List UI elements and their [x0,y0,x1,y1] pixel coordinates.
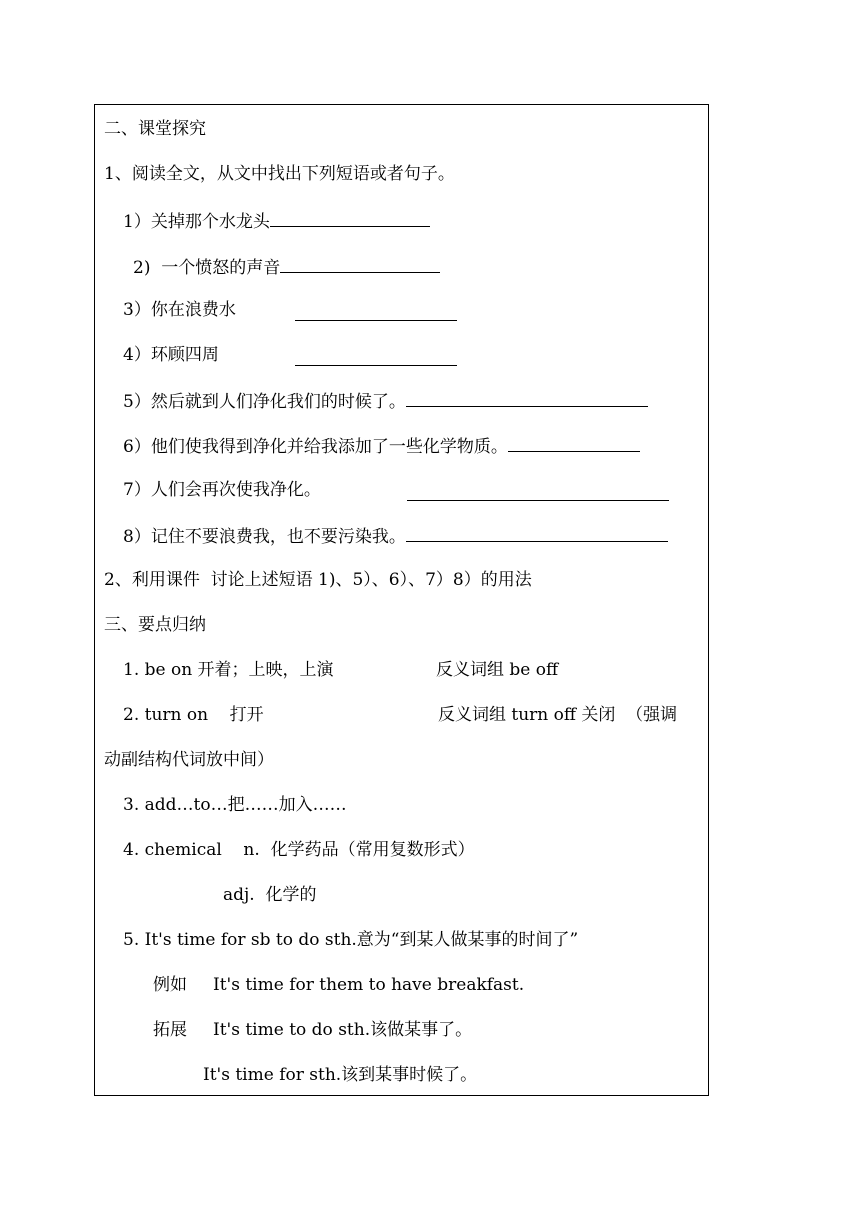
answer-blank[interactable] [406,388,648,407]
answer-blank[interactable] [407,482,669,501]
answer-blank[interactable] [406,523,668,542]
task-instruction: 2、利用课件 讨论上述短语 1)、5）、6）、7）8）的用法 [104,570,532,590]
answer-blank[interactable] [280,254,440,273]
answer-blank[interactable] [295,347,457,366]
list-item: 8）记住不要浪费我，也不要污染我。 [123,523,668,549]
answer-blank[interactable] [270,208,430,227]
key-point: 4. chemical n. 化学药品（常用复数形式） [123,840,475,860]
key-point: 5. It's time for sb to do sth.意为“到某人做某事的时间了” [123,930,579,950]
key-point: 1. be on 开着；上映，上演 [123,660,334,680]
list-item: 6）他们使我得到净化并给我添加了一些化学物质。 [123,433,640,459]
example-text: It's time for them to have breakfast. [213,975,525,995]
answer-blank[interactable] [508,433,640,452]
example-label: 例如 [153,975,187,995]
antonym-note: 反义词组 turn off 关闭 （强调 [438,705,678,725]
task-instruction: 1、阅读全文，从文中找出下列短语或者句子。 [104,164,455,184]
answer-blank[interactable] [295,302,457,321]
section-heading: 二、课堂探究 [104,119,206,139]
key-point-continued: 动副结构代词放中间） [104,750,274,770]
list-item: 1）关掉那个水龙头 [123,208,430,234]
extension-text: It's time for sth.该到某事时候了。 [203,1065,478,1085]
content-box [94,104,709,1096]
list-item: 7）人们会再次使我净化。 [123,480,321,500]
list-item: 4）环顾四周 [123,345,219,365]
section-heading: 三、要点归纳 [104,615,206,635]
antonym-note: 反义词组 be off [436,660,559,680]
key-point: 3. add…to…把……加入…… [123,795,347,815]
list-item: 3）你在浪费水 [123,300,236,320]
extension-text: It's time to do sth.该做某事了。 [213,1020,473,1040]
key-point-adj: adj. 化学的 [223,885,317,905]
key-point: 2. turn on 打开 [123,705,264,725]
list-item: 5）然后就到人们净化我们的时候了。 [123,388,648,414]
extension-label: 拓展 [153,1020,187,1040]
list-item: 2) 一个愤怒的声音 [133,254,440,280]
